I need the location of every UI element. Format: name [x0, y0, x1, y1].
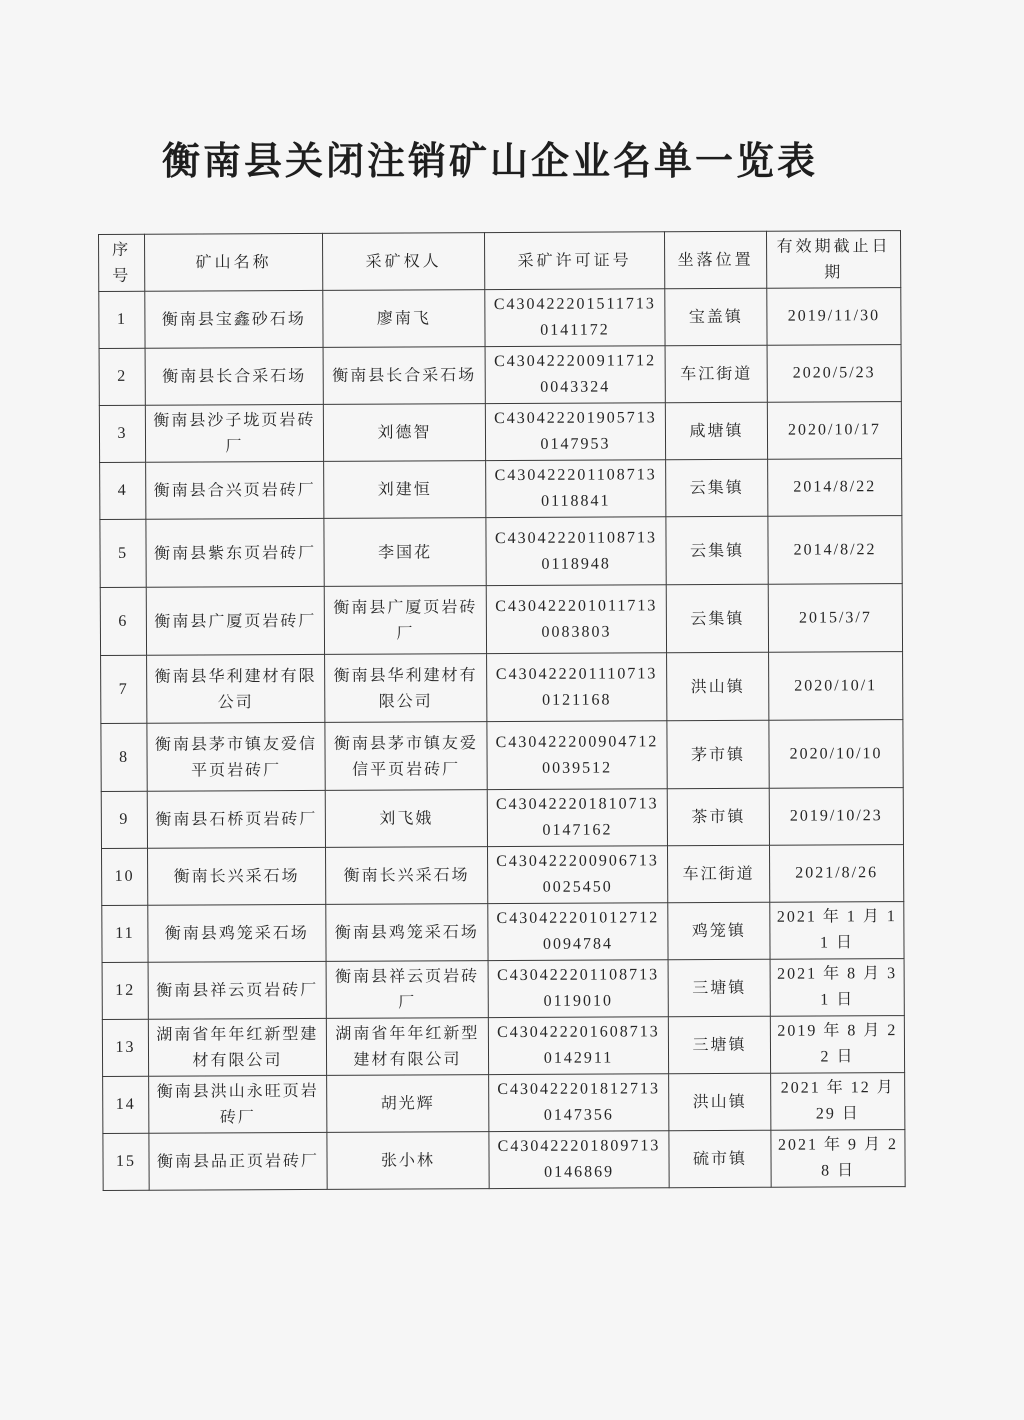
table-row [102, 845, 904, 906]
cell-location: 洪山镇 [669, 1073, 771, 1130]
cell-license: C4304222011087130119010 [488, 960, 668, 1018]
cell-seq: 1 [99, 291, 145, 348]
table-row [100, 516, 902, 588]
cell-expiry: 2021 年 12 月 29 日 [771, 1073, 905, 1131]
cell-license: C4304222011107130121168 [487, 653, 667, 722]
cell-location: 三塘镇 [668, 1016, 770, 1073]
cell-license: C4304222010117130083803 [486, 585, 666, 654]
cell-license: C4304222009117120043324 [485, 346, 665, 404]
header-mine-name: 矿山名称 [145, 233, 323, 291]
cell-mine-name: 衡南县洪山永旺页岩砖厂 [149, 1075, 327, 1133]
cell-license: C4304222016087130142911 [488, 1017, 668, 1075]
cell-mine-name: 衡南长兴采石场 [148, 847, 326, 905]
cell-expiry: 2019 年 8 月 22 日 [770, 1016, 904, 1074]
cell-owner: 衡南县祥云页岩砖厂 [326, 961, 488, 1019]
cell-expiry: 2014/8/22 [768, 516, 902, 585]
cell-seq: 3 [99, 405, 145, 462]
cell-mine-name: 衡南县华利建材有限公司 [147, 654, 325, 723]
table-row [103, 1130, 905, 1191]
cell-license: C4304222009067130025450 [487, 846, 667, 904]
cell-owner: 衡南县长合采石场 [323, 347, 485, 405]
cell-mine-name: 衡南县石桥页岩砖厂 [147, 790, 325, 848]
table-row [99, 288, 901, 349]
cell-owner: 衡南县华利建材有限公司 [325, 654, 487, 723]
cell-license: C4304222011087130118948 [486, 517, 666, 586]
mine-list-table [98, 230, 906, 1191]
cell-seq: 15 [103, 1133, 149, 1190]
cell-seq: 10 [102, 848, 148, 905]
cell-expiry: 2021 年 1 月 11 日 [770, 902, 904, 960]
cell-owner: 刘建恒 [324, 461, 486, 519]
cell-mine-name: 衡南县合兴页岩砖厂 [146, 461, 324, 519]
cell-location: 车江街道 [665, 345, 767, 402]
cell-expiry: 2019/10/23 [769, 788, 903, 846]
cell-owner: 刘飞娥 [325, 790, 487, 848]
cell-owner: 衡南县广厦页岩砖厂 [324, 586, 486, 655]
table-row [99, 402, 901, 463]
cell-seq: 14 [103, 1076, 149, 1133]
cell-location: 茅市镇 [667, 720, 769, 788]
table-row [100, 584, 902, 656]
cell-location: 硫市镇 [669, 1130, 771, 1187]
cell-expiry: 2020/10/10 [769, 720, 903, 789]
cell-seq: 7 [101, 655, 147, 723]
cell-owner: 衡南县鸡笼采石场 [326, 904, 488, 962]
table-row [101, 788, 903, 849]
cell-expiry: 2019/11/30 [767, 288, 901, 346]
header-expiry: 有效期截止日期 [766, 231, 900, 289]
cell-seq: 5 [100, 519, 146, 587]
cell-location: 云集镇 [666, 516, 768, 584]
header-seq: 序号 [99, 234, 145, 291]
table-row [99, 345, 901, 406]
cell-mine-name: 衡南县沙子垅页岩砖厂 [145, 404, 323, 462]
cell-location: 云集镇 [666, 584, 768, 652]
cell-location: 宝盖镇 [665, 288, 767, 345]
header-owner: 采矿权人 [322, 233, 484, 291]
cell-owner: 衡南县茅市镇友爱信平页岩砖厂 [325, 722, 487, 791]
cell-location: 鸡笼镇 [668, 902, 770, 959]
cell-owner: 张小林 [327, 1132, 489, 1190]
cell-mine-name: 湖南省年年红新型建材有限公司 [148, 1018, 326, 1076]
table-body [99, 288, 905, 1191]
mine-list-table-container [98, 230, 905, 1191]
cell-license: C4304222018107130147162 [487, 789, 667, 847]
cell-seq: 6 [100, 587, 146, 655]
cell-location: 三塘镇 [668, 959, 770, 1016]
cell-location: 云集镇 [666, 459, 768, 516]
page-title: 衡南县关闭注销矿山企业名单一览表 [161, 138, 818, 183]
cell-expiry: 2020/5/23 [767, 345, 901, 403]
cell-expiry: 2021 年 8 月 31 日 [770, 959, 904, 1017]
cell-license: C4304222019057130147953 [485, 403, 665, 461]
table-header-row [99, 231, 901, 292]
cell-mine-name: 衡南县茅市镇友爱信平页岩砖厂 [147, 722, 325, 791]
header-location: 坐落位置 [664, 231, 766, 288]
cell-owner: 李国花 [324, 518, 486, 587]
cell-expiry: 2021/8/26 [769, 845, 903, 903]
cell-license: C4304222009047120039512 [487, 721, 667, 790]
cell-license: C4304222015117130141172 [485, 289, 665, 347]
header-license: 采矿许可证号 [484, 232, 664, 290]
cell-location: 咸塘镇 [665, 402, 767, 459]
cell-license: C4304222018097130146869 [489, 1131, 669, 1189]
cell-mine-name: 衡南县宝鑫砂石场 [145, 290, 323, 348]
cell-location: 车江街道 [667, 845, 769, 902]
cell-expiry: 2020/10/1 [769, 652, 903, 721]
cell-seq: 2 [99, 348, 145, 405]
cell-seq: 11 [102, 905, 148, 962]
cell-owner: 衡南长兴采石场 [326, 847, 488, 905]
cell-license: C4304222010127120094784 [488, 903, 668, 961]
cell-mine-name: 衡南县长合采石场 [145, 347, 323, 405]
cell-mine-name: 衡南县品正页岩砖厂 [149, 1132, 327, 1190]
table-row [102, 1016, 904, 1077]
cell-owner: 廖南飞 [323, 290, 485, 348]
cell-location: 茶市镇 [667, 788, 769, 845]
cell-seq: 13 [102, 1019, 148, 1076]
cell-mine-name: 衡南县祥云页岩砖厂 [148, 961, 326, 1019]
cell-expiry: 2021 年 9 月 28 日 [771, 1130, 905, 1188]
cell-mine-name: 衡南县广厦页岩砖厂 [146, 586, 324, 655]
table-row [102, 902, 904, 963]
cell-license: C4304222018127130147356 [489, 1074, 669, 1132]
cell-seq: 4 [100, 462, 146, 519]
cell-seq: 8 [101, 723, 147, 791]
table-row [103, 1073, 905, 1134]
cell-mine-name: 衡南县鸡笼采石场 [148, 904, 326, 962]
cell-seq: 9 [101, 791, 147, 848]
cell-owner: 刘德智 [323, 404, 485, 462]
cell-expiry: 2020/10/17 [767, 402, 901, 460]
cell-expiry: 2015/3/7 [768, 584, 902, 653]
cell-mine-name: 衡南县紫东页岩砖厂 [146, 518, 324, 587]
cell-owner: 胡光辉 [327, 1075, 489, 1133]
cell-seq: 12 [102, 962, 148, 1019]
table-row [101, 652, 903, 724]
cell-expiry: 2014/8/22 [768, 459, 902, 517]
table-row [100, 459, 902, 520]
table-row [101, 720, 903, 792]
cell-location: 洪山镇 [667, 652, 769, 720]
table-row [102, 959, 904, 1020]
cell-license: C4304222011087130118841 [486, 460, 666, 518]
cell-owner: 湖南省年年红新型建材有限公司 [326, 1018, 488, 1076]
